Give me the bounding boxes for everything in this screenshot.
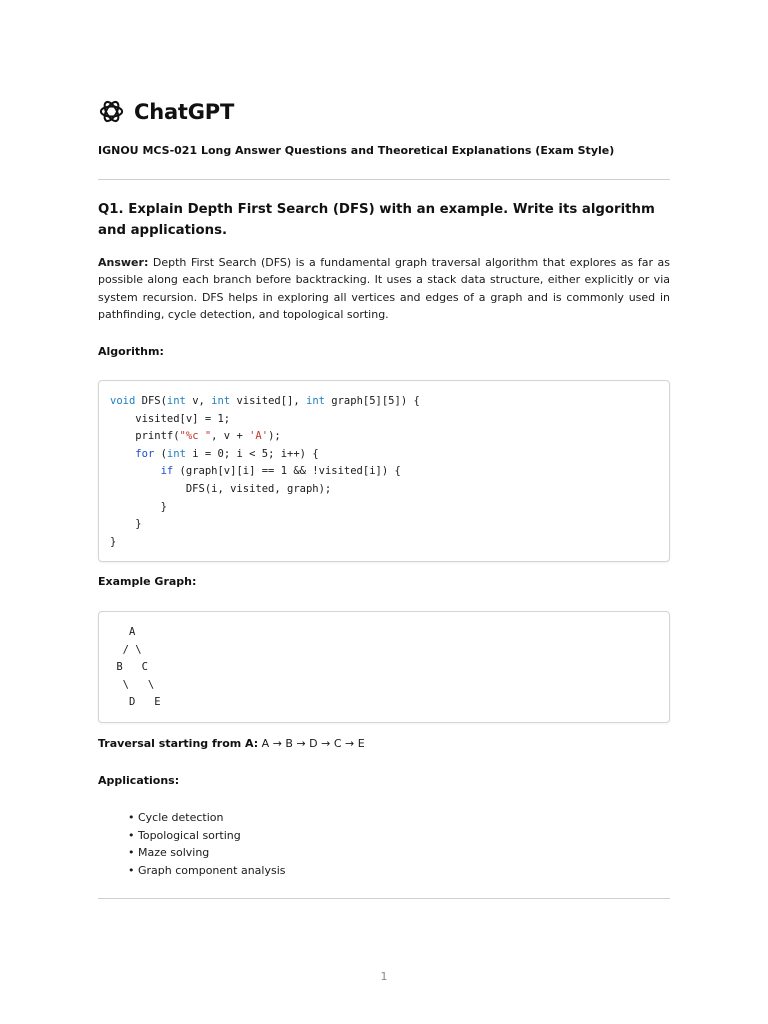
code-line: void DFS(int v, int visited[], int graph[5][5]) { [110,395,420,407]
graph-line: / \ [110,643,142,656]
graph-line: A [110,626,136,638]
example-graph [110,624,161,712]
applications-list [128,809,286,879]
list-item: • Maze solving [128,846,210,859]
example-graph-label: Example Graph: [98,575,197,588]
page-number: 1 [380,970,388,983]
algorithm-label: Algorithm: [98,345,164,358]
graph-line: D E [110,696,161,709]
code-line: for (int i = 0; i < 5; i++) { [135,447,319,460]
document-subtitle: IGNOU MCS-021 Long Answer Questions and Theoretical Explanations (Exam Style) [98,144,615,157]
answer-text: Depth First Search (DFS) is a fundamental graph traversal algorithm that explores as far as possible along each branch before backtracking. It uses a stack data structure, either explicitly or via system recursion. DFS helps in exploring all vertices and edges of a graph and is commonly used in pathfinding, cycle detection, and topological sorting. [98,256,670,321]
brand-name: ChatGPT [134,99,235,124]
traversal-sequence: A → B → D → C → E [261,737,365,750]
answer-paragraph [98,254,670,323]
graph-line: \ \ [110,678,155,691]
top-divider [98,179,670,180]
example-graph-block [98,611,670,723]
graph-line: B C [110,661,148,674]
code-line: if (graph[v][i] == 1 && !visited[i]) { [160,465,401,478]
code-line: } [110,500,167,513]
list-item: • Graph component analysis [128,863,286,877]
list-item: • Cycle detection [128,811,224,824]
algorithm-code [110,393,420,551]
list-item: • Topological sorting [128,828,241,842]
code-line: printf("%c ", v + 'A'); [110,430,281,443]
question-title: Q1. Explain Depth First Search (DFS) with an example. Write its algorithm and applications. [98,202,655,238]
code-line: } [110,535,117,548]
traversal-label: Traversal starting from A: [98,737,259,750]
code-line: visited[v] = 1; [110,412,231,425]
brand-header [98,98,234,125]
code-line: DFS(i, visited, graph); [110,482,332,495]
applications-label: Applications: [98,774,180,787]
answer-label: Answer: [98,256,149,269]
bottom-divider [98,898,670,899]
openai-logo-icon [98,98,125,125]
traversal-line [98,737,365,750]
algorithm-code-block [98,380,670,562]
code-line: } [110,518,142,531]
